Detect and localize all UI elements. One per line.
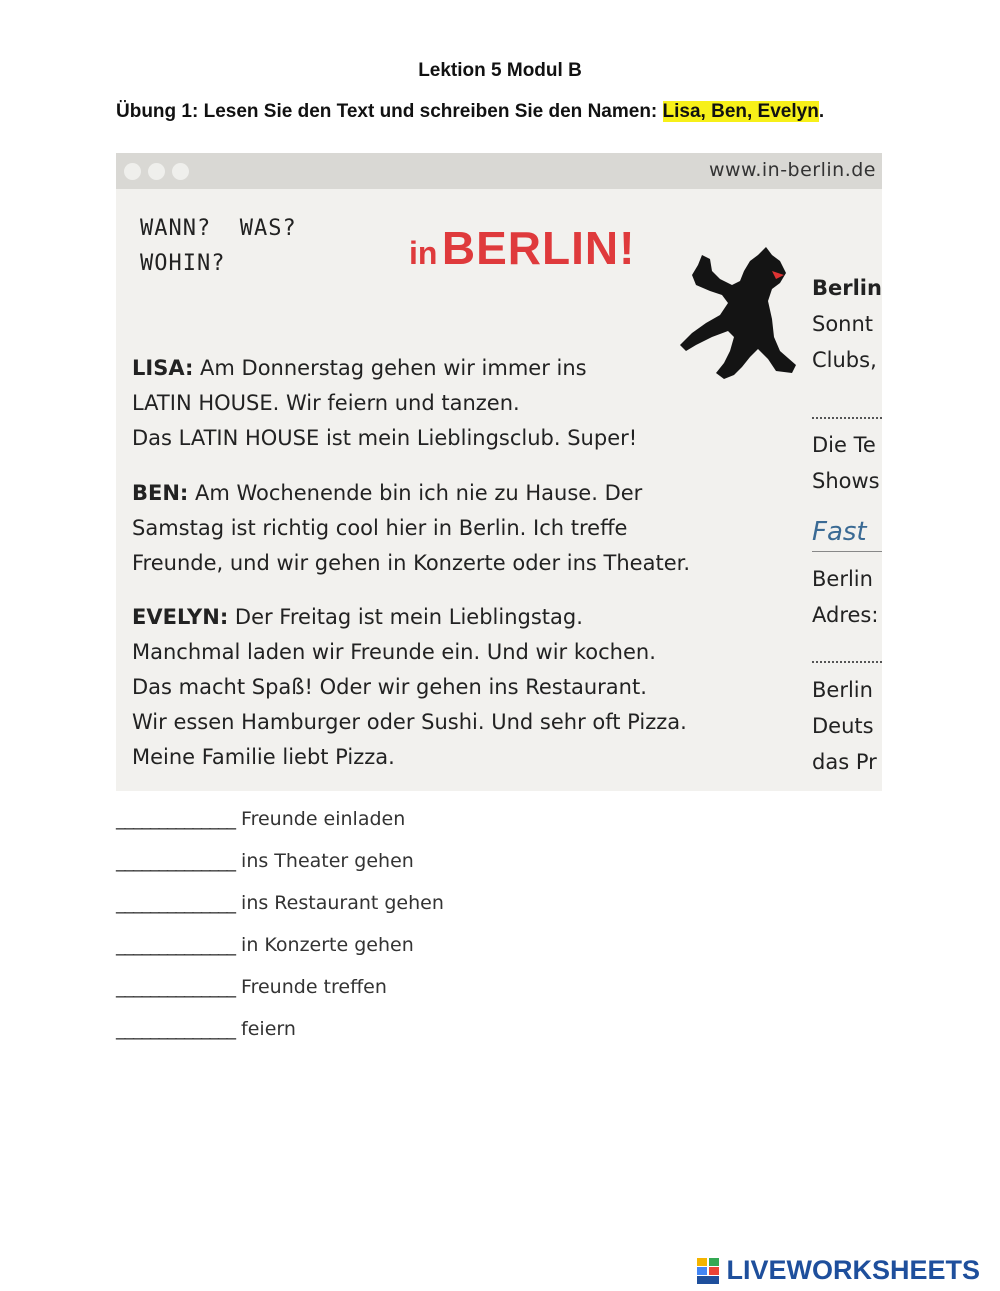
sidebar-block-3 [812, 561, 878, 633]
sidebar-block-4 [812, 672, 877, 780]
exercise-item [116, 808, 405, 830]
brand-in: in [409, 235, 438, 271]
sidebar-1-line-3: Clubs, [812, 348, 877, 372]
exercise-item [116, 892, 444, 914]
exercise-item-text: feiern [241, 1018, 296, 1040]
exercise-item-text: ins Restaurant gehen [241, 892, 444, 914]
sidebar-fast-heading: Fast [812, 517, 867, 547]
berlin-bear-icon [676, 241, 802, 383]
brand-berlin: BERLIN! [441, 222, 636, 274]
evelyn-line-4: Wir essen Hamburger oder Sushi. Und sehr oft Pizza. [132, 710, 687, 734]
liveworksheets-brand: LIVEWORKSHEETS [726, 1255, 980, 1285]
evelyn-text [132, 600, 687, 775]
lisa-line-2: LATIN HOUSE. Wir feiern und tanzen. [132, 391, 520, 415]
lisa-line-3: Das LATIN HOUSE ist mein Lieblingsclub. Super! [132, 426, 638, 450]
exercise-item [116, 934, 414, 956]
answer-blank[interactable]: ______________ [116, 934, 235, 956]
speaker-evelyn: EVELYN: [132, 605, 229, 629]
evelyn-line-3: Das macht Spaß! Oder wir gehen ins Restaurant. [132, 675, 647, 699]
exercise-instruction [116, 101, 824, 123]
lisa-text [132, 351, 637, 456]
liveworksheets-footer[interactable] [697, 1255, 980, 1285]
sidebar-1-line-2: Sonnt [812, 312, 874, 336]
sidebar-block-2 [812, 427, 880, 499]
sidebar-2-line-1: Die Te [812, 433, 876, 457]
exercise-item-text: in Konzerte gehen [241, 934, 414, 956]
instruction-period: . [818, 101, 825, 122]
ben-text [132, 476, 690, 581]
answer-blank[interactable]: ______________ [116, 892, 235, 914]
evelyn-line-2: Manchmal laden wir Freunde ein. Und wir kochen. [132, 640, 656, 664]
exercise-item-text: Freunde treffen [241, 976, 387, 998]
window-dot-icon [124, 163, 141, 180]
evelyn-line-1: Der Freitag ist mein Lieblingstag. [228, 605, 583, 629]
sidebar-4-line-3: das Pr [812, 750, 877, 774]
instruction-text: Übung 1: Lesen Sie den Text und schreiben Sie den Namen: [116, 101, 663, 122]
in-berlin-logo [409, 221, 635, 275]
speaker-ben: BEN: [132, 481, 189, 505]
sidebar-3-line-2: Adres: [812, 603, 879, 627]
answer-blank[interactable]: ______________ [116, 850, 235, 872]
website-url: www.in-berlin.de [708, 159, 876, 181]
exercise-item [116, 976, 387, 998]
sidebar-4-line-2: Deuts [812, 714, 874, 738]
answer-blank[interactable]: ______________ [116, 976, 235, 998]
answer-blank[interactable]: ______________ [116, 1018, 235, 1040]
lisa-line-1: Am Donnerstag gehen wir immer ins [193, 356, 587, 380]
sidebar-1-line-1: Berlin [812, 276, 882, 300]
wann-line-1: WANN? WAS? [140, 216, 297, 241]
ben-line-1: Am Wochenende bin ich nie zu Hause. Der [188, 481, 643, 505]
wann-was-wohin-heading [140, 211, 297, 281]
textbook-scan [116, 153, 882, 791]
highlighted-names: Lisa, Ben, Evelyn [662, 101, 819, 122]
browser-bar [116, 153, 882, 189]
exercise-item [116, 1018, 296, 1040]
answer-blank[interactable]: ______________ [116, 808, 235, 830]
evelyn-line-5: Meine Familie liebt Pizza. [132, 745, 395, 769]
page-title: Lektion 5 Modul B [418, 60, 582, 81]
divider [812, 661, 882, 663]
wann-line-2: WOHIN? [140, 251, 226, 276]
speaker-lisa: LISA: [132, 356, 194, 380]
sidebar-3-line-1: Berlin [812, 567, 873, 591]
exercise-item [116, 850, 414, 872]
window-dot-icon [172, 163, 189, 180]
ben-line-3: Freunde, und wir gehen in Konzerte oder ins Theater. [132, 551, 691, 575]
sidebar-block-1 [812, 270, 882, 378]
window-dot-icon [148, 163, 165, 180]
divider [812, 417, 882, 419]
liveworksheets-logo-icon [697, 1258, 719, 1284]
divider [812, 551, 882, 552]
exercise-item-text: ins Theater gehen [241, 850, 414, 872]
exercise-item-text: Freunde einladen [241, 808, 406, 830]
ben-line-2: Samstag ist richtig cool hier in Berlin. Ich treffe [132, 516, 628, 540]
sidebar-2-line-2: Shows [812, 469, 880, 493]
sidebar-4-line-1: Berlin [812, 678, 873, 702]
